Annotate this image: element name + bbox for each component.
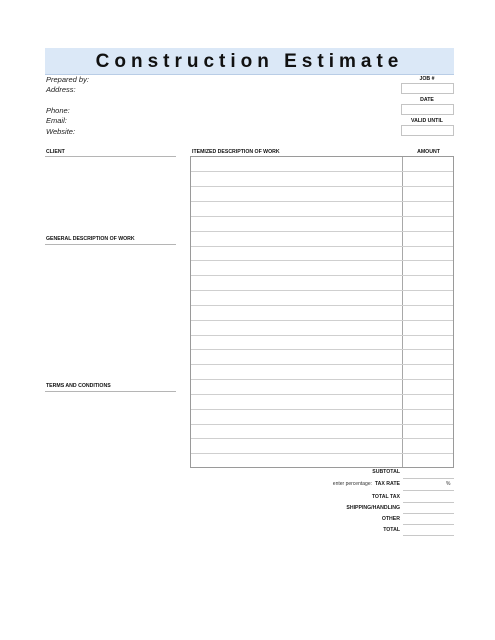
table-row-line — [191, 335, 453, 336]
table-row-line — [191, 364, 453, 365]
address-label: Address: — [46, 85, 76, 94]
job-field[interactable] — [401, 83, 454, 94]
other-field[interactable] — [403, 524, 454, 525]
table-row-line — [191, 438, 453, 439]
amount-label: AMOUNT — [417, 149, 440, 155]
table-row-line — [191, 231, 453, 232]
table-row-line — [191, 201, 453, 202]
page-title: Construction Estimate — [95, 51, 404, 72]
table-row-line — [191, 171, 453, 172]
amount-column-divider — [402, 157, 403, 467]
table-row-line — [191, 453, 453, 454]
total-tax-field[interactable] — [403, 502, 454, 503]
job-label: JOB # — [419, 76, 435, 82]
terms-divider — [45, 391, 176, 392]
tax-rate-label: TAX RATE — [374, 481, 400, 487]
website-label: Website: — [46, 127, 76, 136]
total-tax-label: TOTAL TAX — [371, 494, 400, 500]
valid-until-label: VALID UNTIL — [411, 118, 443, 124]
title-bar — [45, 48, 454, 75]
subtotal-label: SUBTOTAL — [372, 469, 400, 475]
table-row-line — [191, 424, 453, 425]
table-row-line — [191, 260, 453, 261]
table-row-line — [191, 305, 453, 306]
subtotal-field[interactable] — [403, 478, 454, 479]
date-field[interactable] — [401, 104, 454, 115]
table-row-line — [191, 320, 453, 321]
date-label: DATE — [420, 97, 434, 103]
itemized-label: ITEMIZED DESCRIPTION OF WORK — [192, 149, 280, 155]
general-description-divider — [45, 244, 176, 245]
table-row-line — [191, 394, 453, 395]
table-row-line — [191, 275, 453, 276]
other-label: OTHER — [381, 516, 400, 522]
valid-until-field[interactable] — [401, 125, 454, 136]
table-row-line — [191, 349, 453, 350]
table-row-line — [191, 186, 453, 187]
terms-label: TERMS AND CONDITIONS — [46, 383, 111, 389]
client-divider — [45, 156, 176, 157]
shipping-label: SHIPPING/HANDLING — [346, 505, 400, 511]
total-label: TOTAL — [383, 527, 400, 533]
prepared-by-label: Prepared by: — [46, 75, 89, 84]
shipping-field[interactable] — [403, 513, 454, 514]
table-row-line — [191, 409, 453, 410]
enter-percentage-label: enter percentage: — [332, 481, 372, 487]
general-description-label: GENERAL DESCRIPTION OF WORK — [46, 236, 135, 242]
email-label: Email: — [46, 116, 67, 125]
percent-sign: % — [446, 481, 451, 487]
table-row-line — [191, 290, 453, 291]
tax-rate-field[interactable] — [403, 490, 454, 491]
phone-label: Phone: — [46, 106, 70, 115]
table-row-line — [191, 379, 453, 380]
client-label: CLIENT — [46, 149, 65, 155]
itemized-table[interactable] — [190, 156, 454, 468]
table-row-line — [191, 216, 453, 217]
total-field[interactable] — [403, 535, 454, 536]
table-row-line — [191, 246, 453, 247]
